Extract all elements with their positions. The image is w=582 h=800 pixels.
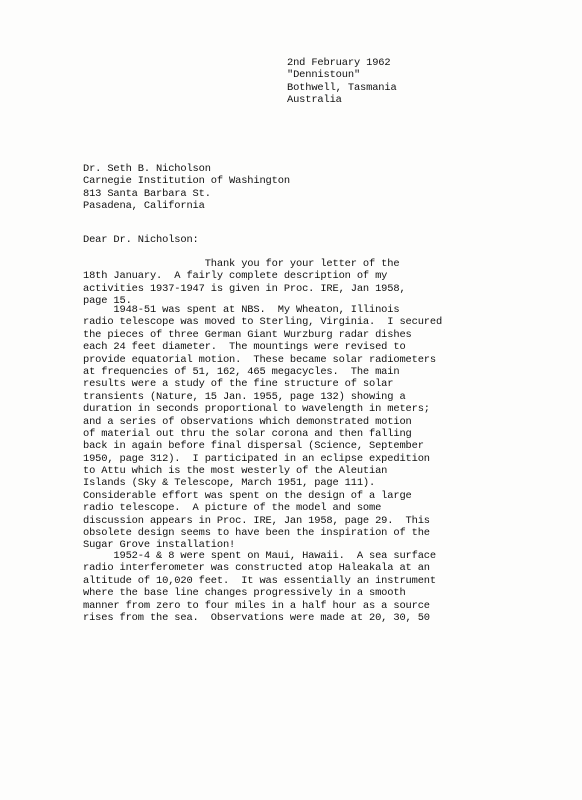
paragraph-line: page 15. [83, 295, 132, 308]
paragraph-line: obsolete design seems to have been the inspiration of the [83, 527, 430, 540]
salutation [83, 234, 199, 246]
recipient-address [83, 163, 290, 213]
paragraph-line: Thank you for your letter of the [83, 258, 400, 270]
letter-date: 2nd February 1962 [287, 57, 391, 69]
recipient-name: Dr. Seth B. Nicholson [83, 163, 211, 175]
paragraph-line: 18th January. A fairly complete description of my [83, 270, 388, 283]
paragraph-line: radio telescope. A picture of the model and some [83, 502, 382, 515]
paragraph-line: duration in seconds proportional to wavelength in meters; [83, 403, 430, 416]
paragraph-line: manner from zero to four miles in a half hour as a source [83, 599, 430, 612]
paragraph-line: at frequencies of 51, 162, 465 megacycles. The main [83, 365, 400, 378]
sender-country: Australia [287, 94, 342, 107]
paragraph-line: Islands (Sky & Telescope, March 1951, page 111). [83, 477, 376, 490]
paragraph-line: 1952-4 & 8 were spent on Maui, Hawaii. A sea surface [83, 550, 436, 562]
paragraph-line: Considerable effort was spent on the design of a large [83, 489, 412, 502]
paragraph-3 [83, 550, 436, 624]
paragraph-line: results were a study of the fine structure of solar [83, 378, 394, 391]
letter-header [287, 57, 397, 107]
paragraph-line: radio interferometer was constructed atop Haleakala at an [83, 562, 430, 575]
paragraph-line: each 24 feet diameter. The mountings were revised to [83, 341, 406, 354]
paragraph-line: altitude of 10,020 feet. It was essentially an instrument [83, 574, 436, 587]
paragraph-line: the pieces of three German Giant Wurzburg radar dishes [83, 328, 412, 341]
paragraph-line: where the base line changes progressively in a smooth [83, 587, 406, 600]
paragraph-line: provide equatorial motion. These became solar radiometers [83, 353, 436, 366]
paragraph-line: 1950, page 312). I participated in an eclipse expedition [83, 452, 430, 465]
paragraph-line: Sugar Grove installation! [83, 539, 236, 552]
paragraph-2 [83, 304, 442, 552]
recipient-city: Pasadena, California [83, 200, 205, 213]
paragraph-line: transients (Nature, 15 Jan. 1955, page 132) showing a [83, 390, 406, 403]
paragraph-line: activities 1937-1947 is given in Proc. IRE, Jan 1958, [83, 282, 406, 295]
sender-town: Bothwell, Tasmania [287, 81, 397, 94]
paragraph-line: radio telescope was moved to Sterling, Virginia. I secured [83, 316, 443, 329]
paragraph-line: rises from the sea. Observations were made at 20, 30, 50 [83, 611, 430, 624]
paragraph-line: 1948-51 was spent at NBS. My Wheaton, Illinois [83, 304, 400, 316]
salutation-text: Dear Dr. Nicholson: [83, 234, 199, 246]
recipient-street: 813 Santa Barbara St. [83, 187, 211, 200]
house-name: "Dennistoun" [287, 69, 361, 82]
paragraph-line: back in again before final dispersal (Science, September [83, 440, 424, 453]
paragraph-1 [83, 258, 406, 308]
paragraph-line: discussion appears in Proc. IRE, Jan 1958, page 29. This [83, 514, 430, 527]
paragraph-line: of material out thru the solar corona and then falling [83, 427, 412, 440]
paragraph-line: and a series of observations which demonstrated motion [83, 415, 412, 428]
recipient-institution: Carnegie Institution of Washington [83, 175, 290, 188]
paragraph-line: to Attu which is the most westerly of the Aleutian [83, 465, 388, 478]
